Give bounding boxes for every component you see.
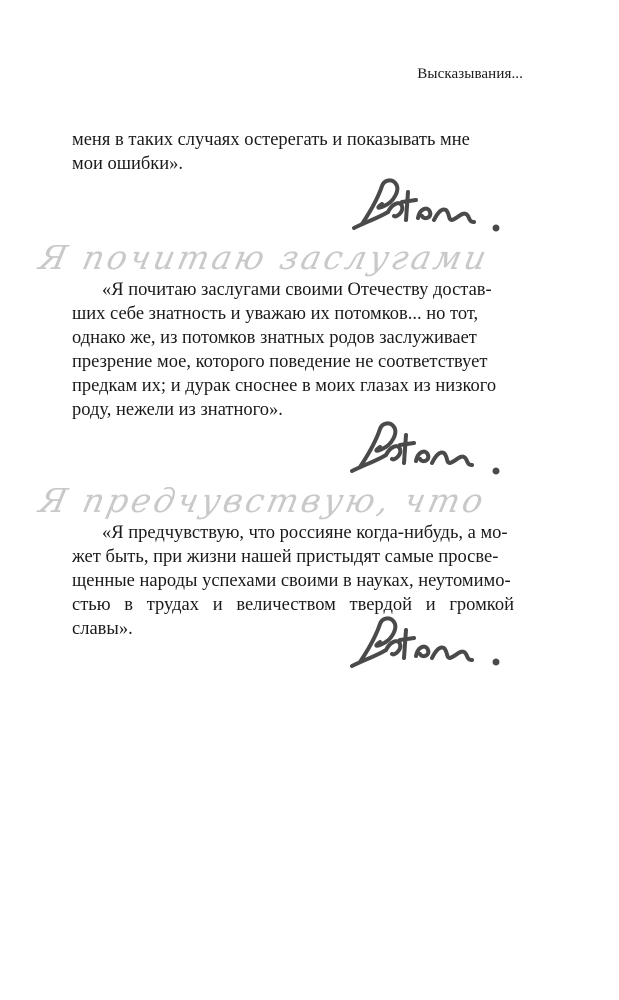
paragraph-line: «Я предчувствую, что россияне когда-нибудь, а мо- xyxy=(102,523,508,543)
paragraph-line: мои ошибки». xyxy=(72,154,184,174)
signature-icon xyxy=(346,415,516,485)
paragraph-line: предкам их; и дурак сноснее в моих глазах из низкого xyxy=(72,376,497,396)
paragraph-line: однако же, из потомков знатных родов заслуживает xyxy=(72,328,477,348)
signature-icon xyxy=(346,610,516,680)
quote-block-nobility xyxy=(72,278,514,422)
paragraph-line: щенные народы успехами своими в науках, неутомимо- xyxy=(72,571,511,591)
script-heading: Я предчувствую, что xyxy=(35,481,490,520)
paragraph-line: меня в таких случаях остерегать и показывать мне xyxy=(72,130,470,150)
paragraph-line: роду, нежели из знатного». xyxy=(72,400,283,420)
signature-icon xyxy=(348,172,518,242)
paragraph-line: ших себе знатность и уважаю их потомков... но тот, xyxy=(72,304,479,324)
paragraph-line: жет быть, при жизни нашей пристыдят самые просве- xyxy=(72,547,499,567)
paragraph-line: стью в трудах и величеством твердой и громкой славы». xyxy=(72,595,514,639)
paragraph-line: «Я почитаю заслугами своими Отечеству достав- xyxy=(102,280,492,300)
signature-image xyxy=(346,610,516,680)
paragraph-line: презрение мое, которого поведение не соответствует xyxy=(72,352,488,372)
text-block-continuation xyxy=(72,128,514,176)
signature-image xyxy=(348,172,518,242)
signature-image xyxy=(346,415,516,485)
script-heading: Я почитаю заслугами xyxy=(35,238,493,277)
running-header: Высказывания... xyxy=(417,66,523,82)
